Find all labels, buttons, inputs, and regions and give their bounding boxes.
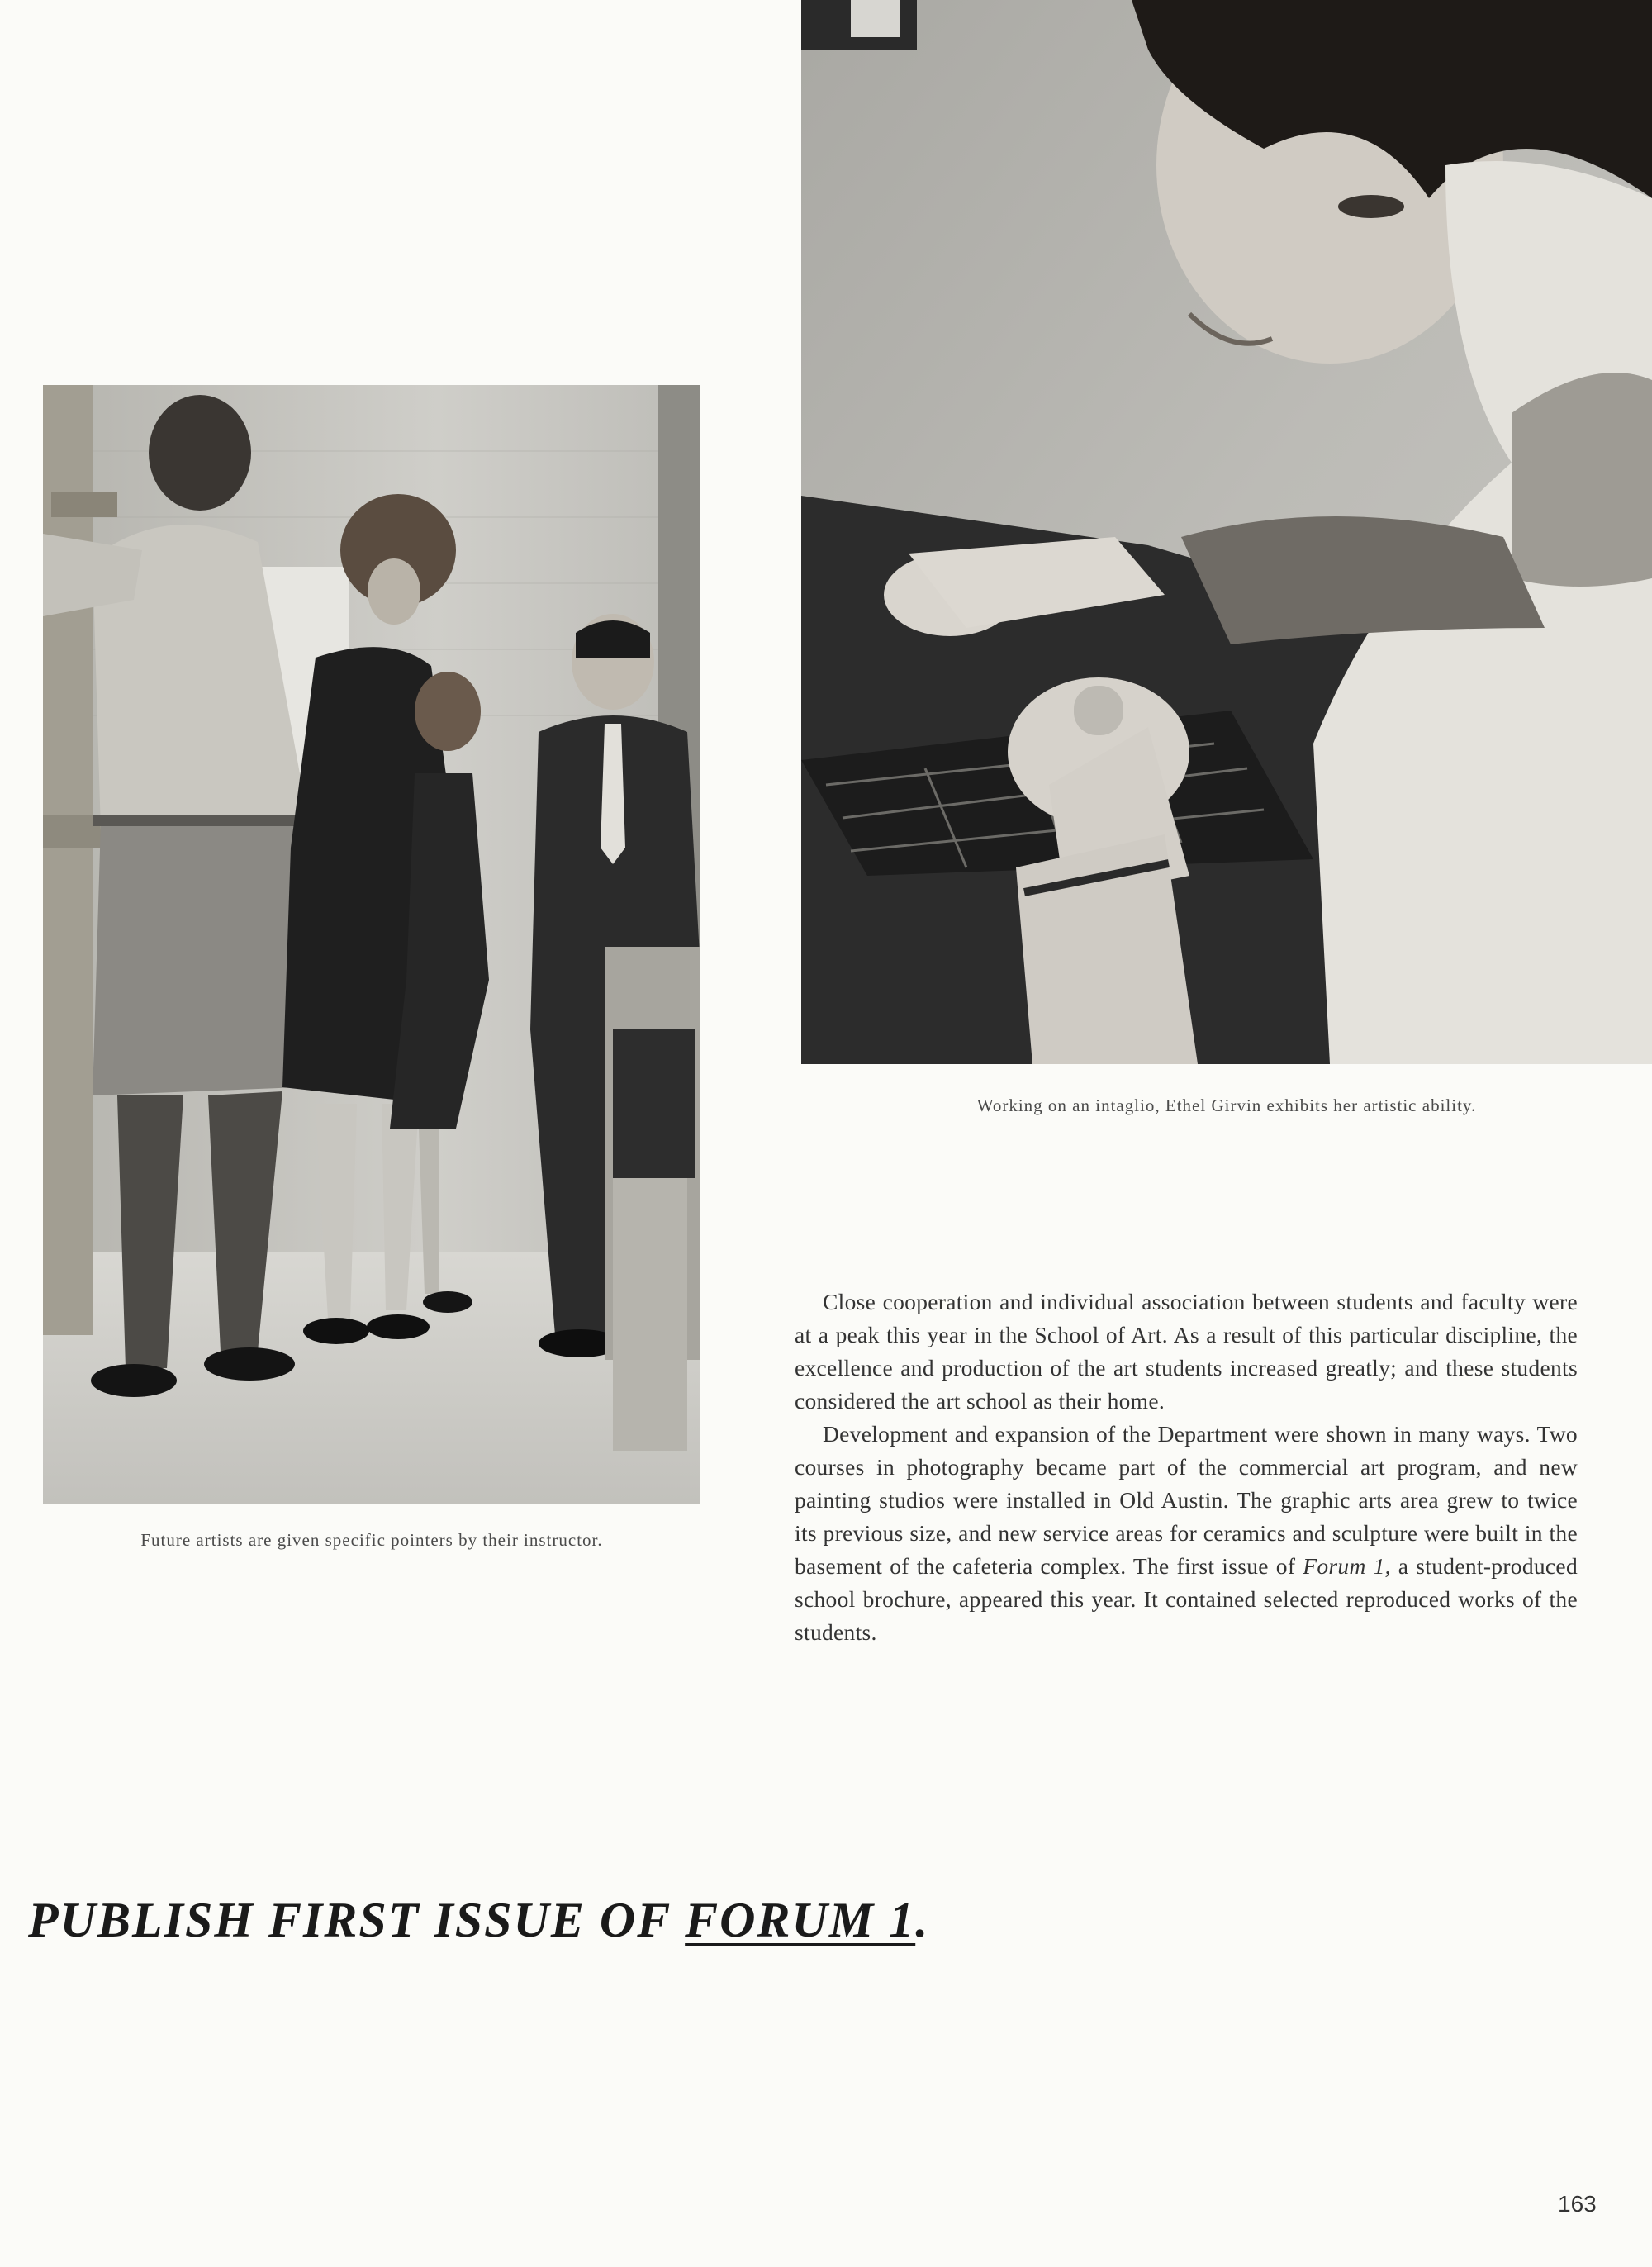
headline-forum-title: FORUM 1 <box>685 1893 916 1947</box>
article-paragraph-2 <box>795 1418 1578 1649</box>
photo-art-class <box>43 385 700 1504</box>
headline-suffix: . <box>915 1893 930 1947</box>
page-headline <box>28 1892 929 1949</box>
photo-art-class-image <box>43 385 700 1504</box>
page-number: 163 <box>1558 2191 1597 2217</box>
forum-title-inline: Forum 1, <box>1303 1553 1391 1579</box>
photo-caption-right: Working on an intaglio, Ethel Girvin exhibits her artistic ability. <box>976 1095 1477 1115</box>
article-paragraph-2-text-end: a student-produced school brochure, appeared this year. It contained selected reproduced works of the students. <box>795 1553 1578 1645</box>
article-body <box>795 1286 1578 1649</box>
photo-intaglio <box>801 0 1652 1064</box>
headline-prefix: PUBLISH FIRST ISSUE OF <box>28 1893 686 1947</box>
article-paragraph-1: Close cooperation and individual association between students and faculty were at a peak this year in the School of Art. As a result of this particular discipline, the excellence and production of the art students increased greatly; and these students considered the art school as their home. <box>795 1289 1578 1414</box>
photo-caption-left: Future artists are given specific pointers by their instructor. <box>140 1530 603 1550</box>
article-paragraph-2-text: Development and expansion of the Department were shown in many ways. Two courses in photography became part of the commercial art program, and new painting studios were installed in Old Austin. The graphic arts area grew to twice its previous size, and new service areas for ceramics and sculpture were built in the basement of the cafeteria complex. The first issue of <box>795 1421 1578 1579</box>
photo-intaglio-image <box>801 0 1652 1064</box>
